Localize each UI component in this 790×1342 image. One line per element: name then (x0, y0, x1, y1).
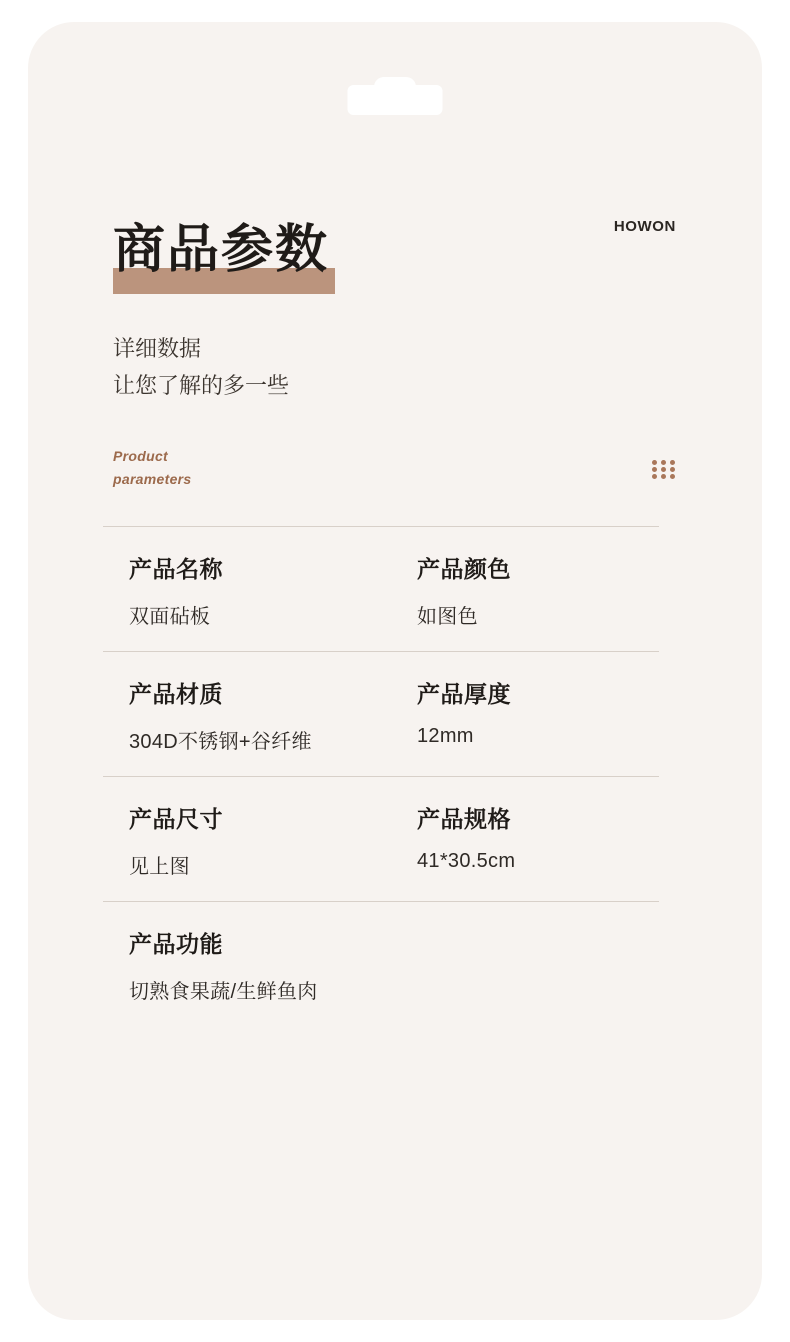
table-row (103, 901, 659, 1026)
parameter-label: 产品颜色 (417, 556, 511, 582)
parameter-value: 切熟食果蔬/生鲜鱼肉 (129, 981, 318, 1003)
parameter-value: 如图色 (417, 606, 478, 628)
subtitle-line-1: 详细数据 (113, 336, 202, 361)
parameter-value: 304D不锈钢+谷纤维 (129, 731, 312, 753)
english-caption (113, 445, 192, 491)
page-title: 商品参数 (113, 221, 330, 279)
package-hang-hole (348, 85, 443, 115)
subtitle (113, 330, 289, 404)
parameter-value: 12mm (417, 725, 474, 747)
parameter-cell (103, 551, 381, 629)
parameter-cell (381, 551, 659, 629)
parameter-value: 41*30.5cm (417, 850, 516, 872)
parameter-cell (381, 676, 659, 754)
english-caption-line-1: Product (113, 448, 168, 464)
page-title-group (113, 222, 329, 278)
parameter-label: 产品功能 (129, 931, 223, 957)
parameter-label: 产品尺寸 (129, 806, 223, 832)
english-caption-line-2: parameters (113, 471, 192, 487)
subtitle-line-2: 让您了解的多一些 (113, 373, 290, 398)
parameter-label: 产品名称 (129, 556, 223, 582)
parameter-cell (103, 926, 381, 1004)
table-row (103, 651, 659, 776)
table-row (103, 526, 659, 651)
table-row (103, 776, 659, 901)
parameter-value: 双面砧板 (129, 606, 211, 628)
parameter-label: 产品材质 (129, 681, 223, 707)
parameter-value: 见上图 (129, 856, 190, 878)
parameter-cell (103, 676, 381, 754)
parameter-cell (103, 801, 381, 879)
parameter-label: 产品厚度 (417, 681, 511, 707)
parameter-table (103, 526, 659, 1026)
dot-grid-decoration-icon (652, 460, 676, 478)
brand-logo: HOWON (613, 218, 676, 235)
parameter-cell (381, 801, 659, 879)
product-parameter-card (28, 22, 762, 1320)
parameter-label: 产品规格 (417, 806, 511, 832)
